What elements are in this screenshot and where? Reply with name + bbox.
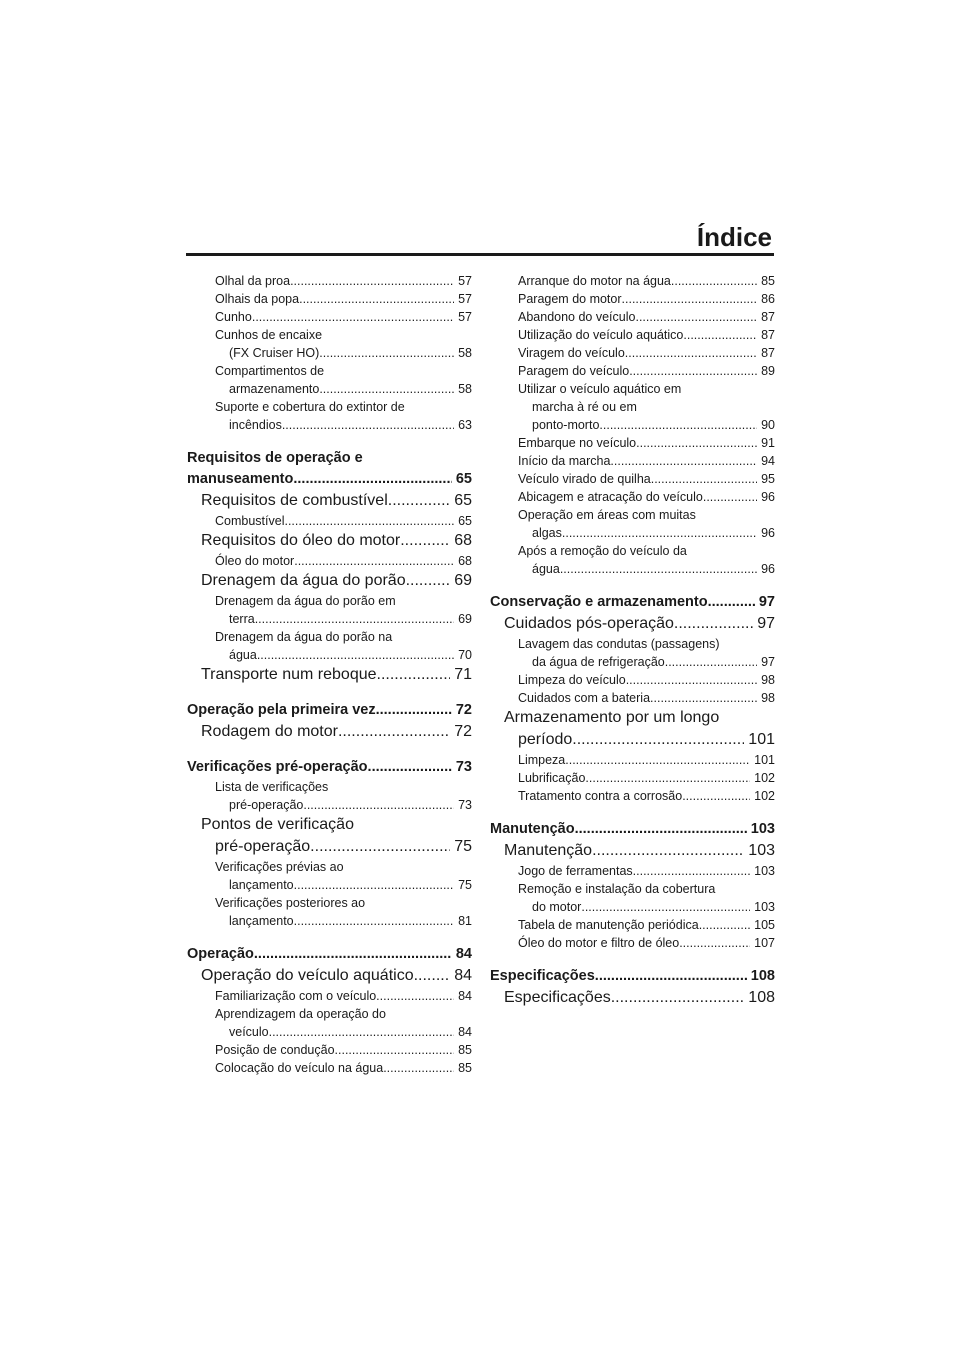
dot-leader xyxy=(599,416,757,434)
dot-leader xyxy=(679,934,750,952)
dot-leader xyxy=(376,987,454,1005)
dot-leader xyxy=(284,512,454,530)
toc-page-number: 75 xyxy=(454,838,472,855)
toc-label: Cuidados pós-operação xyxy=(504,615,674,632)
toc-label: Especificações xyxy=(504,989,611,1006)
dot-leader xyxy=(592,840,744,862)
toc-item[interactable] xyxy=(187,858,472,894)
toc-label: Drenagem da água do porão na xyxy=(215,630,393,644)
dot-leader xyxy=(629,362,757,380)
toc-section[interactable] xyxy=(187,965,472,987)
toc-section[interactable] xyxy=(187,814,472,858)
toc-item[interactable] xyxy=(490,470,775,488)
toc-label: do motor xyxy=(532,900,582,914)
toc-label: Abandono do veículo xyxy=(518,310,636,324)
dot-leader xyxy=(383,1059,454,1077)
dot-leader xyxy=(699,916,750,934)
toc-section[interactable] xyxy=(490,840,775,862)
toc-chapter[interactable] xyxy=(187,448,472,490)
toc-item[interactable] xyxy=(187,512,472,530)
toc-page-number: 70 xyxy=(458,648,472,662)
toc-page-number: 101 xyxy=(748,731,775,748)
toc-item[interactable] xyxy=(187,628,472,664)
toc-label: Início da marcha xyxy=(518,454,611,468)
dot-leader xyxy=(338,721,450,743)
toc-item[interactable] xyxy=(490,880,775,916)
toc-page-number: 73 xyxy=(458,798,472,812)
toc-item[interactable] xyxy=(187,1005,472,1041)
dot-leader xyxy=(400,530,450,552)
toc-page-number: 97 xyxy=(761,655,775,669)
dot-leader xyxy=(376,700,452,721)
toc-label: Compartimentos de xyxy=(215,364,325,378)
toc-item[interactable] xyxy=(490,452,775,470)
dot-leader xyxy=(319,380,454,398)
toc-item[interactable] xyxy=(187,308,472,326)
toc-page-number: 68 xyxy=(454,532,472,549)
dot-leader xyxy=(414,965,451,987)
toc-label: Arranque do motor na água xyxy=(518,274,671,288)
toc-label: Colocação do veículo na água xyxy=(215,1061,384,1075)
toc-page-number: 103 xyxy=(750,821,775,837)
dot-leader xyxy=(708,592,755,613)
dot-leader xyxy=(585,769,750,787)
toc-item[interactable] xyxy=(187,592,472,628)
toc-section[interactable] xyxy=(187,530,472,552)
toc-section[interactable] xyxy=(490,987,775,1009)
toc-page-number: 97 xyxy=(757,615,775,632)
dot-leader xyxy=(665,653,757,671)
toc-item[interactable] xyxy=(490,689,775,707)
toc-page-number: 98 xyxy=(761,673,775,687)
toc-page-number: 85 xyxy=(761,274,775,288)
dot-leader xyxy=(282,416,454,434)
toc-label: da água de refrigeração xyxy=(532,655,665,669)
toc-page-number: 103 xyxy=(754,900,775,914)
dot-leader xyxy=(581,898,750,916)
toc-item[interactable] xyxy=(490,380,775,434)
toc-label: Verificações prévias ao xyxy=(215,860,344,874)
toc-label: Transporte num reboque xyxy=(201,666,377,683)
toc-item[interactable] xyxy=(490,290,775,308)
toc-label: água xyxy=(229,648,257,662)
toc-label: pré-operação xyxy=(215,838,311,855)
toc-label: manuseamento xyxy=(187,471,294,487)
toc-item[interactable] xyxy=(490,769,775,787)
toc-page-number: 107 xyxy=(754,936,775,950)
toc-label: Operação xyxy=(187,946,254,962)
toc-label: Paragem do motor xyxy=(518,292,622,306)
dot-leader xyxy=(335,1041,455,1059)
toc-page-number: 72 xyxy=(455,702,472,718)
toc-label: incêndios xyxy=(229,418,282,432)
dot-leader xyxy=(257,646,454,664)
toc-section[interactable] xyxy=(187,721,472,743)
toc-label: Drenagem da água do porão em xyxy=(215,594,396,608)
toc-page-number: 68 xyxy=(458,554,472,568)
toc-label: Pontos de verificação xyxy=(201,816,354,833)
toc-page-number: 72 xyxy=(454,723,472,740)
toc-page-number: 87 xyxy=(761,310,775,324)
dot-leader xyxy=(650,689,757,707)
toc-item[interactable] xyxy=(187,1041,472,1059)
toc-page-number: 95 xyxy=(761,472,775,486)
toc-page-number: 84 xyxy=(458,989,472,1003)
toc-page-number: 69 xyxy=(454,572,472,589)
toc-page-number: 97 xyxy=(758,594,775,610)
toc-item[interactable] xyxy=(187,290,472,308)
dot-leader xyxy=(674,613,753,635)
dot-leader xyxy=(610,452,757,470)
toc-label: lançamento xyxy=(229,914,294,928)
toc-item[interactable] xyxy=(187,362,472,398)
toc-label: Operação pela primeira vez xyxy=(187,702,376,718)
toc-page-number: 94 xyxy=(761,454,775,468)
toc-label: Veículo virado de quilha xyxy=(518,472,651,486)
toc-label: (FX Cruiser HO) xyxy=(229,346,320,360)
toc-label: Verificações posteriores ao xyxy=(215,896,366,910)
toc-label: Requisitos de combustível xyxy=(201,492,388,509)
dot-leader xyxy=(636,434,757,452)
toc-item[interactable] xyxy=(490,751,775,769)
toc-label: terra xyxy=(229,612,255,626)
toc-item[interactable] xyxy=(490,308,775,326)
dot-leader xyxy=(254,944,452,965)
toc-label: algas xyxy=(532,526,562,540)
toc-item[interactable] xyxy=(187,778,472,814)
toc-label: Familiarização com o veículo xyxy=(215,989,377,1003)
toc-item[interactable] xyxy=(490,326,775,344)
toc-page-number: 96 xyxy=(761,490,775,504)
toc-label: marcha à ré ou em xyxy=(532,400,637,414)
toc-page-number: 81 xyxy=(458,914,472,928)
toc-item[interactable] xyxy=(187,272,472,290)
toc-label: Jogo de ferramentas xyxy=(518,864,633,878)
toc-label: Suporte e cobertura do extintor de xyxy=(215,400,405,414)
toc-page-number: 103 xyxy=(754,864,775,878)
toc-chapter[interactable] xyxy=(490,592,775,613)
toc-chapter[interactable] xyxy=(490,819,775,840)
toc-page-number: 57 xyxy=(458,292,472,306)
toc-label: Óleo do motor e filtro de óleo xyxy=(518,936,680,950)
dot-leader xyxy=(294,876,454,894)
dot-leader xyxy=(294,912,454,930)
toc-label: Lubrificação xyxy=(518,771,586,785)
toc-label: Lavagem das condutas (passagens) xyxy=(518,637,720,651)
dot-leader xyxy=(294,552,454,570)
toc-page-number: 65 xyxy=(454,492,472,509)
toc-label: Limpeza xyxy=(518,753,566,767)
toc-page-number: 85 xyxy=(458,1043,472,1057)
dot-leader xyxy=(595,966,747,987)
toc-label: Operação em áreas com muitas xyxy=(518,508,696,522)
toc-label: Óleo do motor xyxy=(215,554,295,568)
toc-page-number: 98 xyxy=(761,691,775,705)
toc-page-number: 65 xyxy=(458,514,472,528)
dot-leader xyxy=(377,664,451,686)
toc-label: Tabela de manutenção periódica xyxy=(518,918,699,932)
toc-page-number: 69 xyxy=(458,612,472,626)
dot-leader xyxy=(290,272,454,290)
toc-column-left xyxy=(187,272,472,1077)
dot-leader xyxy=(310,836,450,858)
toc-label: Olhais da popa xyxy=(215,292,300,306)
dot-leader xyxy=(303,796,454,814)
toc-label: pré-operação xyxy=(229,798,304,812)
toc-page-number: 105 xyxy=(754,918,775,932)
toc-page-number: 63 xyxy=(458,418,472,432)
dot-leader xyxy=(611,987,745,1009)
dot-leader xyxy=(388,490,450,512)
toc-label: Especificações xyxy=(490,968,595,984)
dot-leader xyxy=(575,819,747,840)
toc-page-number: 108 xyxy=(750,968,775,984)
dot-leader xyxy=(572,729,744,751)
toc-page-number: 65 xyxy=(455,471,472,487)
toc-page-number: 73 xyxy=(455,759,472,775)
toc-label: Manutenção xyxy=(490,821,575,837)
toc-label: Embarque no veículo xyxy=(518,436,637,450)
toc-label: armazenamento xyxy=(229,382,320,396)
toc-chapter[interactable] xyxy=(187,944,472,965)
toc-page-number: 101 xyxy=(754,753,775,767)
toc-item[interactable] xyxy=(490,272,775,290)
toc-label: Cunho xyxy=(215,310,252,324)
toc-page-number: 84 xyxy=(458,1025,472,1039)
toc-page-number: 102 xyxy=(754,771,775,785)
dot-leader xyxy=(625,344,757,362)
toc-page-number: 87 xyxy=(761,328,775,342)
dot-leader xyxy=(269,1023,454,1041)
toc-chapter[interactable] xyxy=(490,966,775,987)
toc-item[interactable] xyxy=(490,506,775,542)
toc-label: Limpeza do veículo xyxy=(518,673,626,687)
toc-page-number: 91 xyxy=(761,436,775,450)
toc-section[interactable] xyxy=(187,664,472,686)
toc-page-number: 90 xyxy=(761,418,775,432)
toc-label: ponto-morto xyxy=(532,418,600,432)
toc-page-number: 96 xyxy=(761,526,775,540)
toc-label: Aprendizagem da operação do xyxy=(215,1007,386,1021)
toc-column-right xyxy=(490,272,775,1009)
toc-page-number: 87 xyxy=(761,346,775,360)
dot-leader xyxy=(299,290,454,308)
title-rule xyxy=(186,253,774,256)
dot-leader xyxy=(703,488,757,506)
dot-leader xyxy=(406,570,451,592)
toc-label: Abicagem e atracação do veículo xyxy=(518,490,703,504)
toc-page-number: 57 xyxy=(458,310,472,324)
dot-leader xyxy=(293,469,451,490)
toc-item[interactable] xyxy=(187,552,472,570)
toc-page-number: 108 xyxy=(748,989,775,1006)
dot-leader xyxy=(319,344,454,362)
toc-item[interactable] xyxy=(490,862,775,880)
dot-leader xyxy=(255,610,454,628)
toc-item[interactable] xyxy=(490,635,775,671)
toc-page-number: 58 xyxy=(458,382,472,396)
toc-section[interactable] xyxy=(187,570,472,592)
dot-leader xyxy=(252,308,454,326)
page-title: Índice xyxy=(696,222,772,252)
toc-label: Requisitos de operação e xyxy=(187,450,363,466)
toc-label: veículo xyxy=(229,1025,269,1039)
toc-item[interactable] xyxy=(490,934,775,952)
toc-label: Utilização do veículo aquático xyxy=(518,328,684,342)
toc-item[interactable] xyxy=(187,1059,472,1077)
toc-page-number: 84 xyxy=(455,946,472,962)
toc-page-number: 84 xyxy=(454,967,472,984)
toc-label: Cuidados com a bateria xyxy=(518,691,651,705)
toc-item[interactable] xyxy=(490,488,775,506)
toc-item[interactable] xyxy=(490,787,775,805)
toc-item[interactable] xyxy=(490,916,775,934)
toc-page-number: 75 xyxy=(458,878,472,892)
toc-label: Armazenamento por um longo xyxy=(504,709,720,726)
toc-label: Cunhos de encaixe xyxy=(215,328,323,342)
toc-label: Operação do veículo aquático xyxy=(201,967,414,984)
toc-page-number: 58 xyxy=(458,346,472,360)
toc-label: Verificações pré-operação xyxy=(187,759,368,775)
toc-label: Após a remoção do veículo da xyxy=(518,544,687,558)
dot-leader xyxy=(682,787,750,805)
toc-label: Paragem do veículo xyxy=(518,364,630,378)
toc-item[interactable] xyxy=(490,344,775,362)
toc-item[interactable] xyxy=(490,671,775,689)
toc-page-number: 85 xyxy=(458,1061,472,1075)
toc-label: Olhal da proa xyxy=(215,274,291,288)
toc-item[interactable] xyxy=(187,398,472,434)
toc-section[interactable] xyxy=(187,490,472,512)
toc-page-number: 86 xyxy=(761,292,775,306)
toc-item[interactable] xyxy=(490,542,775,578)
dot-leader xyxy=(683,326,757,344)
toc-page-number: 71 xyxy=(454,666,472,683)
dot-leader xyxy=(560,560,757,578)
toc-label: Viragem do veículo xyxy=(518,346,625,360)
toc-item[interactable] xyxy=(490,434,775,452)
toc-label: água xyxy=(532,562,560,576)
toc-page-number: 102 xyxy=(754,789,775,803)
toc-item[interactable] xyxy=(490,362,775,380)
toc-label: Requisitos do óleo do motor xyxy=(201,532,401,549)
toc-page-number: 96 xyxy=(761,562,775,576)
toc-chapter[interactable] xyxy=(187,700,472,721)
toc-item[interactable] xyxy=(187,987,472,1005)
dot-leader xyxy=(651,470,757,488)
toc-label: Conservação e armazenamento xyxy=(490,594,708,610)
toc-page-number: 103 xyxy=(748,842,775,859)
dot-leader xyxy=(626,671,757,689)
toc-label: Manutenção xyxy=(504,842,593,859)
toc-section[interactable] xyxy=(490,613,775,635)
toc-page-number: 57 xyxy=(458,274,472,288)
toc-label: Utilizar o veículo aquático em xyxy=(518,382,682,396)
toc-label: Drenagem da água do porão xyxy=(201,572,406,589)
dot-leader xyxy=(635,308,757,326)
toc-label: lançamento xyxy=(229,878,294,892)
dot-leader xyxy=(565,751,750,769)
toc-label: Lista de verificações xyxy=(215,780,329,794)
toc-label: Remoção e instalação da cobertura xyxy=(518,882,716,896)
toc-label: período xyxy=(518,731,573,748)
toc-chapter[interactable] xyxy=(187,757,472,778)
toc-label: Tratamento contra a corrosão xyxy=(518,789,683,803)
dot-leader xyxy=(368,757,452,778)
toc-label: Rodagem do motor xyxy=(201,723,338,740)
dot-leader xyxy=(671,272,757,290)
toc-item[interactable] xyxy=(187,326,472,362)
toc-section[interactable] xyxy=(490,707,775,751)
dot-leader xyxy=(633,862,750,880)
dot-leader xyxy=(562,524,757,542)
toc-label: Combustível xyxy=(215,514,285,528)
toc-label: Posição de condução xyxy=(215,1043,335,1057)
toc-page-number: 89 xyxy=(761,364,775,378)
toc-item[interactable] xyxy=(187,894,472,930)
dot-leader xyxy=(622,290,758,308)
